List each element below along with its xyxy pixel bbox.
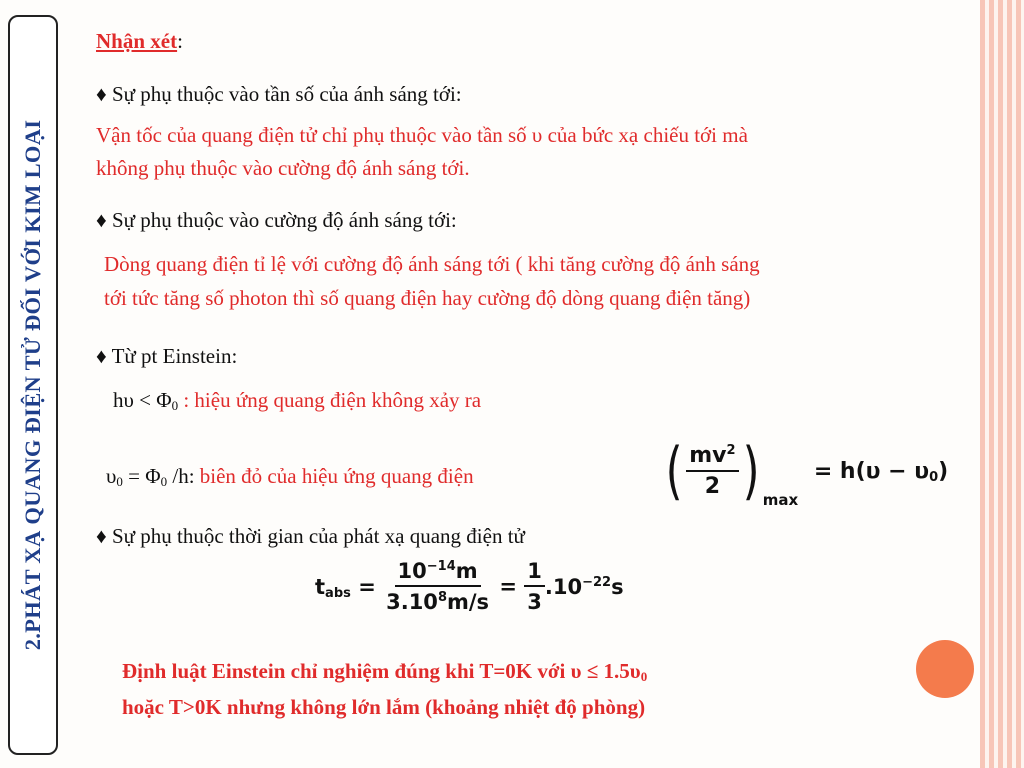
bullet-intensity-line1: Dòng quang điện tỉ lệ với cường độ ánh sáng tới ( khi tăng cường độ ánh sáng (104, 252, 760, 276)
third-num: 1 (524, 558, 545, 587)
equation-kinetic-energy (662, 434, 949, 509)
eq-sign2: = (499, 574, 517, 599)
condition-text: : hiệu ứng quang điện không xảy ra (178, 388, 482, 412)
third-den: 3 (527, 590, 542, 614)
fraction-den: 2 (704, 473, 721, 499)
num-a: 10 (397, 559, 427, 583)
left-paren: ( (665, 434, 683, 507)
fraction-num (686, 443, 738, 472)
rhs-text: = h(υ − υ (813, 458, 930, 484)
den-b: m/s (446, 590, 490, 614)
note-line2: hoặc T>0K nhưng không lớn lắm (khoảng nhiệt độ phòng) (122, 695, 646, 719)
time-den (383, 587, 492, 615)
condition-sub: 0 (171, 398, 179, 413)
tail-exp: −22 (582, 574, 612, 590)
den-a: 3.10 (386, 590, 438, 614)
num-base: mv (689, 442, 727, 468)
note-line1-sub: 0 (640, 669, 648, 684)
num-exp: 2 (726, 442, 736, 458)
tail-a: .10 (544, 574, 583, 599)
decorative-circle (916, 640, 974, 698)
t-sub: abs (325, 585, 351, 601)
fraction-mv2 (686, 443, 738, 500)
num-exp2: −14 (426, 559, 456, 574)
threshold-frequency (106, 462, 474, 490)
einstein-condition (113, 386, 481, 414)
v0-eq: = Φ (122, 464, 161, 488)
fraction-third (524, 558, 545, 615)
note-line1 (122, 657, 647, 685)
v0-symbol: υ (106, 464, 117, 488)
right-paren: ) (742, 434, 760, 507)
heading-label: Nhận xét (96, 29, 178, 53)
bullet-frequency-line1: Vận tốc của quang điện tử chỉ phụ thuộc vào tần số υ của bức xạ chiếu tới mà (96, 123, 748, 147)
den-exp: 8 (437, 590, 447, 605)
bullet-intensity-line2: tới tức tăng số photon thì số quang điện hay cường độ dòng quang điện tăng) (104, 286, 751, 310)
rhs-sub: 0 (929, 469, 939, 485)
time-num (395, 558, 481, 587)
v0-text: biên đỏ của hiệu ứng quang điện (199, 464, 474, 488)
phi-sub: 0 (160, 474, 168, 489)
bullet-frequency-title: ♦ Sự phụ thuộc vào tần số của ánh sáng tới: (96, 82, 462, 106)
max-sub: max (762, 491, 799, 509)
bullet-time-title: ♦ Sự phụ thuộc thời gian của phát xạ quang điện tử (96, 524, 525, 548)
rhs-close: ) (938, 458, 949, 484)
eq-sign1: = (358, 574, 376, 599)
tail-b: s (611, 574, 624, 599)
v0-sub: 0 (116, 474, 123, 489)
fraction-time (383, 558, 492, 615)
bullet-intensity-title: ♦ Sự phụ thuộc vào cường độ ánh sáng tới: (96, 208, 457, 232)
decorative-stripes (980, 0, 1024, 768)
condition-lhs: hυ < Φ (113, 388, 172, 412)
t-symbol: t (315, 574, 326, 599)
heading-colon: : (177, 29, 183, 53)
v0-over-h: /h: (167, 464, 200, 488)
num-b: m (455, 559, 478, 583)
bullet-frequency-line2: không phụ thuộc vào cường độ ánh sáng tới. (96, 156, 470, 180)
bullet-einstein-title: ♦ Từ pt Einstein: (96, 344, 238, 368)
sidebar-title: 2.PHÁT XẠ QUANG ĐIỆN TỬ ĐỐI VỚI KIM LOẠI (20, 119, 45, 651)
equation-time (315, 558, 624, 615)
heading (96, 27, 183, 55)
note-line1-text: Định luật Einstein chỉ nghiệm đúng khi T=0K với υ ≤ 1.5υ (122, 659, 641, 683)
